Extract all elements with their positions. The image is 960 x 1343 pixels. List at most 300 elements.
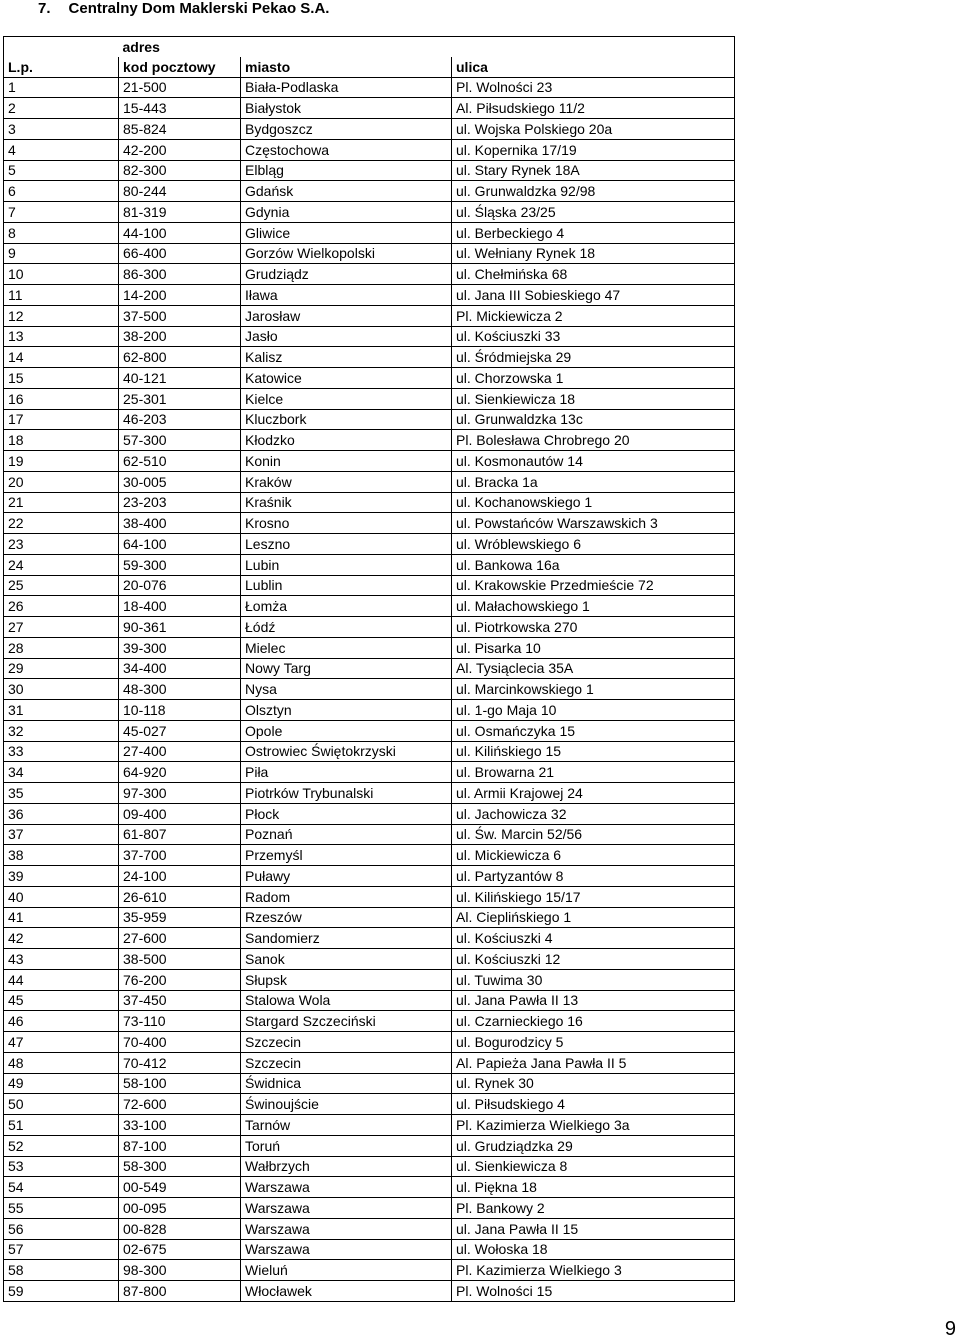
cell-city: Nysa bbox=[241, 679, 452, 700]
cell-street: ul. Jana Pawła II 15 bbox=[452, 1218, 735, 1239]
cell-postal-code: 09-400 bbox=[119, 803, 241, 824]
table-row bbox=[4, 222, 735, 243]
cell-lp: 13 bbox=[4, 326, 119, 347]
cell-city: Wałbrzych bbox=[241, 1156, 452, 1177]
cell-postal-code: 35-959 bbox=[119, 907, 241, 928]
cell-city: Ostrowiec Świętokrzyski bbox=[241, 741, 452, 762]
cell-lp: 55 bbox=[4, 1198, 119, 1219]
cell-city: Jasło bbox=[241, 326, 452, 347]
branch-address-table bbox=[3, 36, 735, 1302]
cell-postal-code: 37-500 bbox=[119, 305, 241, 326]
cell-postal-code: 64-100 bbox=[119, 534, 241, 555]
cell-street: Pl. Bolesława Chrobrego 20 bbox=[452, 430, 735, 451]
cell-street: ul. Armii Krajowej 24 bbox=[452, 783, 735, 804]
cell-postal-code: 58-100 bbox=[119, 1073, 241, 1094]
table-row bbox=[4, 824, 735, 845]
table-row bbox=[4, 492, 735, 513]
cell-postal-code: 46-203 bbox=[119, 409, 241, 430]
table-row bbox=[4, 1115, 735, 1136]
cell-street: ul. Kościuszki 33 bbox=[452, 326, 735, 347]
table-row bbox=[4, 1073, 735, 1094]
cell-postal-code: 40-121 bbox=[119, 368, 241, 389]
cell-street: ul. Pisarka 10 bbox=[452, 637, 735, 658]
cell-postal-code: 00-828 bbox=[119, 1218, 241, 1239]
cell-city: Stargard Szczeciński bbox=[241, 1011, 452, 1032]
table-row bbox=[4, 1011, 735, 1032]
cell-postal-code: 59-300 bbox=[119, 554, 241, 575]
cell-lp: 54 bbox=[4, 1177, 119, 1198]
cell-postal-code: 34-400 bbox=[119, 658, 241, 679]
cell-street: ul. Śląska 23/25 bbox=[452, 202, 735, 223]
cell-postal-code: 27-600 bbox=[119, 928, 241, 949]
cell-street: ul. Marcinkowskiego 1 bbox=[452, 679, 735, 700]
table-row bbox=[4, 907, 735, 928]
cell-city: Bydgoszcz bbox=[241, 119, 452, 140]
table-row bbox=[4, 1094, 735, 1115]
header-blank-cell bbox=[4, 37, 119, 57]
cell-lp: 26 bbox=[4, 596, 119, 617]
table-row bbox=[4, 803, 735, 824]
cell-city: Jarosław bbox=[241, 305, 452, 326]
table-row bbox=[4, 990, 735, 1011]
table-row bbox=[4, 637, 735, 658]
table-row bbox=[4, 160, 735, 181]
cell-lp: 49 bbox=[4, 1073, 119, 1094]
table-row bbox=[4, 243, 735, 264]
cell-postal-code: 23-203 bbox=[119, 492, 241, 513]
cell-street: ul. Mickiewicza 6 bbox=[452, 845, 735, 866]
cell-city: Kielce bbox=[241, 388, 452, 409]
table-row bbox=[4, 1218, 735, 1239]
cell-city: Konin bbox=[241, 451, 452, 472]
cell-postal-code: 85-824 bbox=[119, 119, 241, 140]
cell-postal-code: 86-300 bbox=[119, 264, 241, 285]
cell-lp: 27 bbox=[4, 617, 119, 638]
cell-street: Al. Cieplińskiego 1 bbox=[452, 907, 735, 928]
cell-city: Piotrków Trybunalski bbox=[241, 783, 452, 804]
cell-lp: 24 bbox=[4, 554, 119, 575]
cell-postal-code: 37-450 bbox=[119, 990, 241, 1011]
cell-street: ul. Sienkiewicza 18 bbox=[452, 388, 735, 409]
cell-street: ul. Piłsudskiego 4 bbox=[452, 1094, 735, 1115]
table-row bbox=[4, 679, 735, 700]
table-row bbox=[4, 658, 735, 679]
cell-street: ul. Wełniany Rynek 18 bbox=[452, 243, 735, 264]
table-row bbox=[4, 77, 735, 98]
cell-postal-code: 76-200 bbox=[119, 969, 241, 990]
cell-lp: 25 bbox=[4, 575, 119, 596]
cell-lp: 58 bbox=[4, 1260, 119, 1281]
cell-lp: 9 bbox=[4, 243, 119, 264]
cell-lp: 23 bbox=[4, 534, 119, 555]
table-row bbox=[4, 388, 735, 409]
cell-street: ul. Jana III Sobieskiego 47 bbox=[452, 285, 735, 306]
cell-city: Szczecin bbox=[241, 1052, 452, 1073]
cell-city: Gdynia bbox=[241, 202, 452, 223]
cell-city: Radom bbox=[241, 886, 452, 907]
cell-street: ul. Kosmonautów 14 bbox=[452, 451, 735, 472]
cell-street: ul. Partyzantów 8 bbox=[452, 866, 735, 887]
cell-street: ul. Bracka 1a bbox=[452, 471, 735, 492]
cell-postal-code: 21-500 bbox=[119, 77, 241, 98]
table-row bbox=[4, 1135, 735, 1156]
table-row bbox=[4, 866, 735, 887]
cell-lp: 57 bbox=[4, 1239, 119, 1260]
cell-postal-code: 27-400 bbox=[119, 741, 241, 762]
table-row bbox=[4, 575, 735, 596]
cell-lp: 43 bbox=[4, 949, 119, 970]
table-row bbox=[4, 1052, 735, 1073]
header-blank-cell bbox=[241, 37, 452, 57]
table-row bbox=[4, 409, 735, 430]
cell-city: Nowy Targ bbox=[241, 658, 452, 679]
cell-city: Puławy bbox=[241, 866, 452, 887]
cell-lp: 10 bbox=[4, 264, 119, 285]
cell-postal-code: 98-300 bbox=[119, 1260, 241, 1281]
cell-city: Przemyśl bbox=[241, 845, 452, 866]
cell-city: Kłodzko bbox=[241, 430, 452, 451]
section-title: Centralny Dom Maklerski Pekao S.A. bbox=[68, 0, 330, 17]
table-row bbox=[4, 1239, 735, 1260]
cell-postal-code: 73-110 bbox=[119, 1011, 241, 1032]
cell-city: Łódź bbox=[241, 617, 452, 638]
cell-lp: 48 bbox=[4, 1052, 119, 1073]
header-street: ulica bbox=[452, 57, 735, 77]
cell-street: ul. Jana Pawła II 13 bbox=[452, 990, 735, 1011]
cell-postal-code: 82-300 bbox=[119, 160, 241, 181]
cell-lp: 44 bbox=[4, 969, 119, 990]
cell-street: ul. Powstańców Warszawskich 3 bbox=[452, 513, 735, 534]
table-header bbox=[4, 37, 735, 78]
cell-city: Gdańsk bbox=[241, 181, 452, 202]
cell-street: Al. Piłsudskiego 11/2 bbox=[452, 98, 735, 119]
table-row bbox=[4, 430, 735, 451]
cell-postal-code: 18-400 bbox=[119, 596, 241, 617]
cell-lp: 17 bbox=[4, 409, 119, 430]
cell-postal-code: 87-100 bbox=[119, 1135, 241, 1156]
cell-postal-code: 26-610 bbox=[119, 886, 241, 907]
cell-city: Łomża bbox=[241, 596, 452, 617]
cell-lp: 4 bbox=[4, 139, 119, 160]
cell-lp: 12 bbox=[4, 305, 119, 326]
table-row bbox=[4, 1032, 735, 1053]
cell-city: Warszawa bbox=[241, 1218, 452, 1239]
cell-postal-code: 38-400 bbox=[119, 513, 241, 534]
table-row bbox=[4, 98, 735, 119]
table-row bbox=[4, 119, 735, 140]
table-row bbox=[4, 928, 735, 949]
cell-city: Kalisz bbox=[241, 347, 452, 368]
table-row bbox=[4, 845, 735, 866]
cell-lp: 11 bbox=[4, 285, 119, 306]
cell-street: ul. Kopernika 17/19 bbox=[452, 139, 735, 160]
cell-street: Pl. Kazimierza Wielkiego 3a bbox=[452, 1115, 735, 1136]
cell-street: ul. Osmańczyka 15 bbox=[452, 720, 735, 741]
table-row bbox=[4, 513, 735, 534]
cell-street: ul. Wojska Polskiego 20a bbox=[452, 119, 735, 140]
cell-lp: 51 bbox=[4, 1115, 119, 1136]
cell-city: Gorzów Wielkopolski bbox=[241, 243, 452, 264]
table-row bbox=[4, 720, 735, 741]
cell-postal-code: 30-005 bbox=[119, 471, 241, 492]
cell-city: Lubin bbox=[241, 554, 452, 575]
header-lp: L.p. bbox=[4, 57, 119, 77]
cell-street: ul. Grudziądzka 29 bbox=[452, 1135, 735, 1156]
cell-street: ul. Piękna 18 bbox=[452, 1177, 735, 1198]
table-row bbox=[4, 783, 735, 804]
cell-street: ul. 1-go Maja 10 bbox=[452, 700, 735, 721]
cell-city: Białystok bbox=[241, 98, 452, 119]
cell-postal-code: 38-200 bbox=[119, 326, 241, 347]
cell-city: Elbląg bbox=[241, 160, 452, 181]
cell-street: Pl. Mickiewicza 2 bbox=[452, 305, 735, 326]
cell-lp: 15 bbox=[4, 368, 119, 389]
cell-postal-code: 80-244 bbox=[119, 181, 241, 202]
cell-street: ul. Kochanowskiego 1 bbox=[452, 492, 735, 513]
cell-postal-code: 70-400 bbox=[119, 1032, 241, 1053]
cell-lp: 6 bbox=[4, 181, 119, 202]
cell-postal-code: 00-095 bbox=[119, 1198, 241, 1219]
cell-lp: 2 bbox=[4, 98, 119, 119]
cell-city: Mielec bbox=[241, 637, 452, 658]
cell-city: Sandomierz bbox=[241, 928, 452, 949]
cell-lp: 32 bbox=[4, 720, 119, 741]
cell-lp: 39 bbox=[4, 866, 119, 887]
header-address-group: adres bbox=[119, 37, 241, 57]
table-row bbox=[4, 969, 735, 990]
cell-street: ul. Bankowa 16a bbox=[452, 554, 735, 575]
cell-city: Słupsk bbox=[241, 969, 452, 990]
page-number: 9 bbox=[944, 1318, 956, 1340]
cell-street: Al. Papieża Jana Pawła II 5 bbox=[452, 1052, 735, 1073]
table-row bbox=[4, 285, 735, 306]
cell-street: ul. Browarna 21 bbox=[452, 762, 735, 783]
cell-street: ul. Wróblewskiego 6 bbox=[452, 534, 735, 555]
cell-postal-code: 39-300 bbox=[119, 637, 241, 658]
table-body bbox=[4, 77, 735, 1301]
cell-city: Krosno bbox=[241, 513, 452, 534]
cell-postal-code: 61-807 bbox=[119, 824, 241, 845]
cell-city: Świdnica bbox=[241, 1073, 452, 1094]
cell-street: ul. Czarnieckiego 16 bbox=[452, 1011, 735, 1032]
cell-city: Rzeszów bbox=[241, 907, 452, 928]
cell-lp: 7 bbox=[4, 202, 119, 223]
table-row bbox=[4, 949, 735, 970]
cell-lp: 53 bbox=[4, 1156, 119, 1177]
cell-street: ul. Wołoska 18 bbox=[452, 1239, 735, 1260]
cell-street: Pl. Bankowy 2 bbox=[452, 1198, 735, 1219]
cell-city: Stalowa Wola bbox=[241, 990, 452, 1011]
cell-postal-code: 38-500 bbox=[119, 949, 241, 970]
cell-lp: 21 bbox=[4, 492, 119, 513]
cell-lp: 22 bbox=[4, 513, 119, 534]
cell-postal-code: 70-412 bbox=[119, 1052, 241, 1073]
cell-postal-code: 58-300 bbox=[119, 1156, 241, 1177]
table-row bbox=[4, 617, 735, 638]
cell-lp: 47 bbox=[4, 1032, 119, 1053]
cell-city: Gliwice bbox=[241, 222, 452, 243]
cell-lp: 59 bbox=[4, 1281, 119, 1302]
table-row bbox=[4, 305, 735, 326]
cell-postal-code: 14-200 bbox=[119, 285, 241, 306]
cell-city: Leszno bbox=[241, 534, 452, 555]
cell-city: Piła bbox=[241, 762, 452, 783]
cell-postal-code: 57-300 bbox=[119, 430, 241, 451]
cell-lp: 1 bbox=[4, 77, 119, 98]
cell-street: ul. Grunwaldzka 13c bbox=[452, 409, 735, 430]
cell-street: ul. Chorzowska 1 bbox=[452, 368, 735, 389]
table-header-row bbox=[4, 57, 735, 77]
cell-postal-code: 44-100 bbox=[119, 222, 241, 243]
header-postal-code: kod pocztowy bbox=[119, 57, 241, 77]
cell-city: Poznań bbox=[241, 824, 452, 845]
cell-city: Sanok bbox=[241, 949, 452, 970]
cell-lp: 35 bbox=[4, 783, 119, 804]
cell-lp: 8 bbox=[4, 222, 119, 243]
cell-lp: 30 bbox=[4, 679, 119, 700]
cell-lp: 14 bbox=[4, 347, 119, 368]
cell-lp: 50 bbox=[4, 1094, 119, 1115]
cell-postal-code: 20-076 bbox=[119, 575, 241, 596]
cell-postal-code: 66-400 bbox=[119, 243, 241, 264]
cell-lp: 52 bbox=[4, 1135, 119, 1156]
cell-street: ul. Kilińskiego 15 bbox=[452, 741, 735, 762]
cell-lp: 3 bbox=[4, 119, 119, 140]
cell-street: ul. Berbeckiego 4 bbox=[452, 222, 735, 243]
cell-street: ul. Kilińskiego 15/17 bbox=[452, 886, 735, 907]
cell-city: Kraków bbox=[241, 471, 452, 492]
cell-city: Płock bbox=[241, 803, 452, 824]
cell-lp: 16 bbox=[4, 388, 119, 409]
cell-lp: 28 bbox=[4, 637, 119, 658]
cell-city: Olsztyn bbox=[241, 700, 452, 721]
cell-street: ul. Śródmiejska 29 bbox=[452, 347, 735, 368]
cell-city: Toruń bbox=[241, 1135, 452, 1156]
table-row bbox=[4, 762, 735, 783]
cell-postal-code: 62-800 bbox=[119, 347, 241, 368]
cell-city: Częstochowa bbox=[241, 139, 452, 160]
cell-street: ul. Kościuszki 12 bbox=[452, 949, 735, 970]
table-row bbox=[4, 451, 735, 472]
cell-lp: 19 bbox=[4, 451, 119, 472]
cell-street: Pl. Wolności 23 bbox=[452, 77, 735, 98]
table-row bbox=[4, 202, 735, 223]
cell-street: ul. Bogurodzicy 5 bbox=[452, 1032, 735, 1053]
table-row bbox=[4, 1198, 735, 1219]
table-row bbox=[4, 554, 735, 575]
cell-street: ul. Rynek 30 bbox=[452, 1073, 735, 1094]
table-row bbox=[4, 471, 735, 492]
cell-lp: 20 bbox=[4, 471, 119, 492]
cell-city: Kraśnik bbox=[241, 492, 452, 513]
cell-city: Szczecin bbox=[241, 1032, 452, 1053]
cell-postal-code: 87-800 bbox=[119, 1281, 241, 1302]
table-row bbox=[4, 596, 735, 617]
cell-city: Opole bbox=[241, 720, 452, 741]
cell-lp: 5 bbox=[4, 160, 119, 181]
cell-lp: 46 bbox=[4, 1011, 119, 1032]
cell-street: ul. Chełmińska 68 bbox=[452, 264, 735, 285]
cell-street: Pl. Wolności 15 bbox=[452, 1281, 735, 1302]
table-row bbox=[4, 1281, 735, 1302]
header-city: miasto bbox=[241, 57, 452, 77]
cell-lp: 31 bbox=[4, 700, 119, 721]
section-heading bbox=[38, 0, 329, 18]
table-row bbox=[4, 368, 735, 389]
cell-postal-code: 48-300 bbox=[119, 679, 241, 700]
table-row bbox=[4, 1260, 735, 1281]
cell-city: Grudziądz bbox=[241, 264, 452, 285]
table-row bbox=[4, 1177, 735, 1198]
cell-city: Iława bbox=[241, 285, 452, 306]
cell-postal-code: 15-443 bbox=[119, 98, 241, 119]
cell-city: Kluczbork bbox=[241, 409, 452, 430]
cell-city: Warszawa bbox=[241, 1177, 452, 1198]
cell-city: Włocławek bbox=[241, 1281, 452, 1302]
cell-postal-code: 10-118 bbox=[119, 700, 241, 721]
cell-postal-code: 72-600 bbox=[119, 1094, 241, 1115]
cell-city: Świnoujście bbox=[241, 1094, 452, 1115]
cell-lp: 33 bbox=[4, 741, 119, 762]
cell-street: Al. Tysiąclecia 35A bbox=[452, 658, 735, 679]
cell-city: Warszawa bbox=[241, 1239, 452, 1260]
cell-lp: 40 bbox=[4, 886, 119, 907]
cell-lp: 36 bbox=[4, 803, 119, 824]
cell-lp: 41 bbox=[4, 907, 119, 928]
cell-postal-code: 62-510 bbox=[119, 451, 241, 472]
cell-postal-code: 90-361 bbox=[119, 617, 241, 638]
cell-street: ul. Stary Rynek 18A bbox=[452, 160, 735, 181]
cell-postal-code: 42-200 bbox=[119, 139, 241, 160]
cell-street: ul. Grunwaldzka 92/98 bbox=[452, 181, 735, 202]
cell-lp: 45 bbox=[4, 990, 119, 1011]
cell-city: Tarnów bbox=[241, 1115, 452, 1136]
cell-city: Katowice bbox=[241, 368, 452, 389]
cell-city: Wieluń bbox=[241, 1260, 452, 1281]
cell-lp: 18 bbox=[4, 430, 119, 451]
cell-postal-code: 24-100 bbox=[119, 866, 241, 887]
cell-postal-code: 37-700 bbox=[119, 845, 241, 866]
table-row bbox=[4, 181, 735, 202]
cell-street: ul. Krakowskie Przedmieście 72 bbox=[452, 575, 735, 596]
cell-postal-code: 45-027 bbox=[119, 720, 241, 741]
cell-street: ul. Św. Marcin 52/56 bbox=[452, 824, 735, 845]
cell-street: ul. Kościuszki 4 bbox=[452, 928, 735, 949]
table-row bbox=[4, 347, 735, 368]
table-row bbox=[4, 534, 735, 555]
table-row bbox=[4, 886, 735, 907]
table-row bbox=[4, 1156, 735, 1177]
cell-street: ul. Sienkiewicza 8 bbox=[452, 1156, 735, 1177]
table-row bbox=[4, 139, 735, 160]
cell-city: Warszawa bbox=[241, 1198, 452, 1219]
cell-postal-code: 81-319 bbox=[119, 202, 241, 223]
cell-street: ul. Jachowicza 32 bbox=[452, 803, 735, 824]
cell-lp: 42 bbox=[4, 928, 119, 949]
cell-postal-code: 97-300 bbox=[119, 783, 241, 804]
cell-lp: 56 bbox=[4, 1218, 119, 1239]
cell-street: ul. Małachowskiego 1 bbox=[452, 596, 735, 617]
cell-postal-code: 25-301 bbox=[119, 388, 241, 409]
table-row bbox=[4, 700, 735, 721]
cell-postal-code: 00-549 bbox=[119, 1177, 241, 1198]
table-header-group-row bbox=[4, 37, 735, 57]
cell-street: Pl. Kazimierza Wielkiego 3 bbox=[452, 1260, 735, 1281]
table-row bbox=[4, 326, 735, 347]
cell-street: ul. Tuwima 30 bbox=[452, 969, 735, 990]
cell-street: ul. Piotrkowska 270 bbox=[452, 617, 735, 638]
cell-city: Lublin bbox=[241, 575, 452, 596]
